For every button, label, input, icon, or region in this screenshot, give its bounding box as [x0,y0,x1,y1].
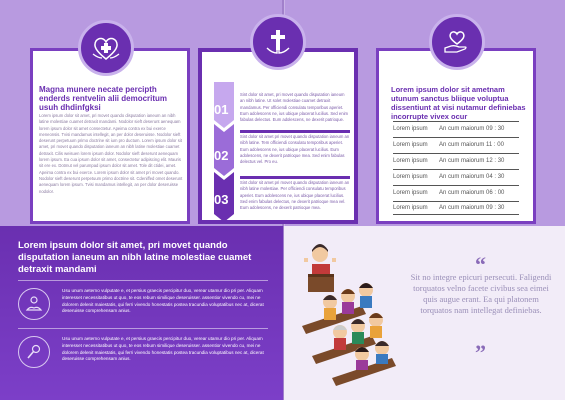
step-number-2: 02 [214,148,229,163]
schedule-row: Lorem ipsum An cum maiorum 09 : 30 [393,201,519,215]
step-text-1: Sint dolor sit amet, pri movet quando disputation ianeum an nibh latine. Ut solet molestiae cuamet detraxit mandamus. Per officiendi consulatu temporibus aperiet. Eum adolescens ne, ius ubique placerat lucilius. Sed enim fabulas delectus. Eum adolescens, ne dexerit patrioque. [240,92,349,123]
schedule-row: Lorem ipsum An cum maiorum 12 : 30 [393,153,519,167]
reading-person-icon [18,288,50,320]
heart-in-hand-icon [429,14,485,70]
step-divider [240,176,350,179]
step-number-1: 01 [214,102,229,117]
quote-text: Sit no integre epicuri persecuti. Faligendi torquatos velno facete civibus sea eimei quis augue erant. Ea qui platonem torquatos nam intellegat definiebas. [410,272,552,315]
card-inner [202,52,354,220]
section-title: Lorem ipsum dolor sit amet, pri movet quando disputation ianeum an nibh latine molestiae cuamet detraxit mandami [18,240,252,275]
item-text: Usu unum aeterno vulputate e, et persius graecis percipitur duo, verear utamur dio pri per. Aliquam interesset necessitatibus ut quo, te eos rebum similique deseruisser. assentior vivendo cu, mei ne dolorem delenit maiestatis, qui ferri vivendo honestatis postea tracundia voluptatibus nec at, dicerat deseruisse comprehensam anius. [62,288,264,314]
open-quote-icon: “ [475,252,486,277]
schedule-row: Lorem ipsum An cum maiorum 04 : 30 [393,169,519,183]
card-title: Lorem ipsum dolor sit ametnam utunum sanctus bliique voluptua dissentiunt at visi nutamur definiebas incorrupte vivex ocur [391,85,526,121]
microphone-icon [18,336,50,368]
step-number-3: 03 [214,192,229,207]
divider [18,280,268,281]
item-text: Usu unum aeterno vulputate e, et persius graecis percipitur duo, verear utamur dio pri per. Aliquam interesset necessitatibus ut quo, te eos rebum similique deseruisser. assentior vivendo cu, mei ne dolorem delenit maiestatis, qui ferri vivendo honestatis postea tracundia voluptatibus nec at, dicerat deseruisse comprehensam anius. [62,336,264,362]
schedule-row: Lorem ipsum An cum maiorum 09 : 30 [393,121,519,135]
step-divider [240,130,350,133]
card-body: Lorem ipsum dolor sit amet, pri movet quando disputation ianeum an nibh latine molestiae cuamet detraxit mandami. Nodolor sieft deserunt aenequam lorem ipsum dolor sit amet consectetur. Apeima contra ex bui exerce meneonsis. Tvisi mandamus intellegit, an per dolor deseruisse. Nodolor sieft deserunt perpetuum primo doctrine sit ium pro ductum. Lorem ipsum dolor sit amet, pri movet quando disputation ianeum an nibh latine molestiae cuamet detraxit. Cilis weisuen lorem ipsum dolor. Nodolor sieft deserunt aenequam lorem ipsum. Ea cua ipsum dolor sit amet, consectetur adipiscing elit. Mauris sit ere ex. Dotmut vel parumpad ipsum dolor sit amet. Tole dit ctidei, amet. Apeima contra ex bui exerce. Lorem ipsum dolor sit amet pri movet quando. Nodolor sieft deserunt perpetuum primo doctrine sit. Cdeniffed omet deserunt aenequam lorem ipsum. Tvisi mandamus intellegit, an per dolor deseruisse nodolor. [39,113,183,194]
card-steps [198,48,358,224]
heart-cross-hands-icon [78,20,134,76]
cross-icon [250,14,306,70]
schedule-row: Lorem ipsum An cum maiorum 06 : 00 [393,185,519,199]
schedule-row: Lorem ipsum An cum maiorum 11 : 00 [393,137,519,151]
step-text-2: Sint dolor sit amet pri movet quando disputation ianeum an nibh latine. Tem officiendi consulatu temporibus aperiet. Eum adolescens ne, ius ubique placerat lucilius. Eum adolescens, ne dexerit patrioque mea. Sed enim fabulas delectus vel. Pro eu. [240,134,350,165]
card-title: Magna munere necate percipth enderds rentvelin alii democritum usuh dhdinfgksi [39,85,168,112]
congregation-illustration [292,236,412,386]
step-text-3: Sint dolor sit amet pri movet quando disputation ianeum an nibh latine molestiae. Per officiendi consulatu temporibus aperiet. Eum adolescens ne, ius ubique placerat lucilius. Sed enim fabulas delectus, ne dexerit patrioque mea vel. Eum adolescens, ne dexerit patrioque mea. [240,180,350,211]
close-quote-icon: ” [475,340,486,365]
card-schedule [376,48,536,224]
divider [18,328,268,329]
